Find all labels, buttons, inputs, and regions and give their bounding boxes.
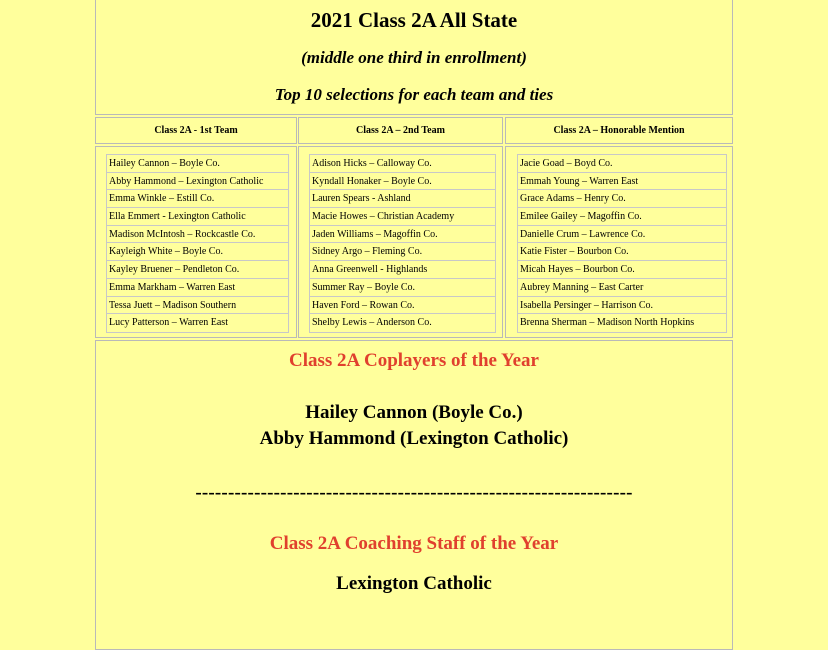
header-box [95,0,733,115]
list-item: Abby Hammond – Lexington Catholic [107,173,288,191]
list-item: Adison Hicks – Calloway Co. [310,155,495,173]
list-item: Brenna Sherman – Madison North Hopkins [520,317,695,329]
list-item: Summer Ray – Boyle Co. [310,279,495,297]
column-heading-2nd-team: Class 2A – 2nd Team [298,117,503,144]
page-subtitle: (middle one third in enrollment) [301,48,527,67]
list-item: Grace Adams – Henry Co. [518,190,726,208]
player-of-year-2: Abby Hammond (Lexington Catholic) [259,428,569,449]
players-of-year-heading: Class 2A Coplayers of the Year [289,350,539,371]
list-item: Danielle Crum – Lawrence Co. [518,226,726,244]
awards-section [95,340,733,650]
list-item: Sidney Argo – Fleming Co. [310,243,495,261]
player-of-year-1: Hailey Cannon (Boyle Co.) [305,402,523,423]
list-item: Madison McIntosh – Rockcastle Co. [107,226,288,244]
list-item: Emilee Gailey – Magoffin Co. [518,208,726,226]
column-body-honorable-mention [505,146,733,338]
list-item: Tessa Juett – Madison Southern [107,297,288,315]
coaching-staff-heading: Class 2A Coaching Staff of the Year [269,533,559,554]
list-item: Hailey Cannon – Boyle Co. [107,155,288,173]
list-item: Lucy Patterson – Warren East [109,317,228,329]
list-item: Macie Howes – Christian Academy [310,208,495,226]
column-heading-1st-team: Class 2A - 1st Team [95,117,297,144]
list-item: Aubrey Manning – East Carter [518,279,726,297]
page-title: 2021 Class 2A All State [310,8,518,32]
list-item: Kyndall Honaker – Boyle Co. [310,173,495,191]
coaching-staff-winner: Lexington Catholic [336,573,492,594]
list-item: Kayleigh White – Boyle Co. [107,243,288,261]
list-item: Emmah Young – Warren East [518,173,726,191]
divider: ------------------------------------------------------------------- [195,482,633,503]
list-item: Ella Emmert - Lexington Catholic [107,208,288,226]
list-item: Jacie Goad – Boyd Co. [518,155,726,173]
list-item: Jaden Williams – Magoffin Co. [310,226,495,244]
player-list [106,154,289,333]
list-item: Shelby Lewis – Anderson Co. [312,317,432,329]
player-list [309,154,496,333]
player-list [517,154,727,333]
list-item: Emma Winkle – Estill Co. [107,190,288,208]
list-item: Kayley Bruener – Pendleton Co. [107,261,288,279]
list-item: Haven Ford – Rowan Co. [310,297,495,315]
list-item: Emma Markham – Warren East [107,279,288,297]
list-item: Lauren Spears - Ashland [310,190,495,208]
list-item: Isabella Persinger – Harrison Co. [518,297,726,315]
list-item: Katie Fister – Bourbon Co. [518,243,726,261]
column-body-1st-team [95,146,297,338]
page-subtitle-2: Top 10 selections for each team and ties [274,85,554,104]
column-heading-honorable-mention: Class 2A – Honorable Mention [505,117,733,144]
column-body-2nd-team [298,146,503,338]
list-item: Anna Greenwell - Highlands [310,261,495,279]
list-item: Micah Hayes – Bourbon Co. [518,261,726,279]
